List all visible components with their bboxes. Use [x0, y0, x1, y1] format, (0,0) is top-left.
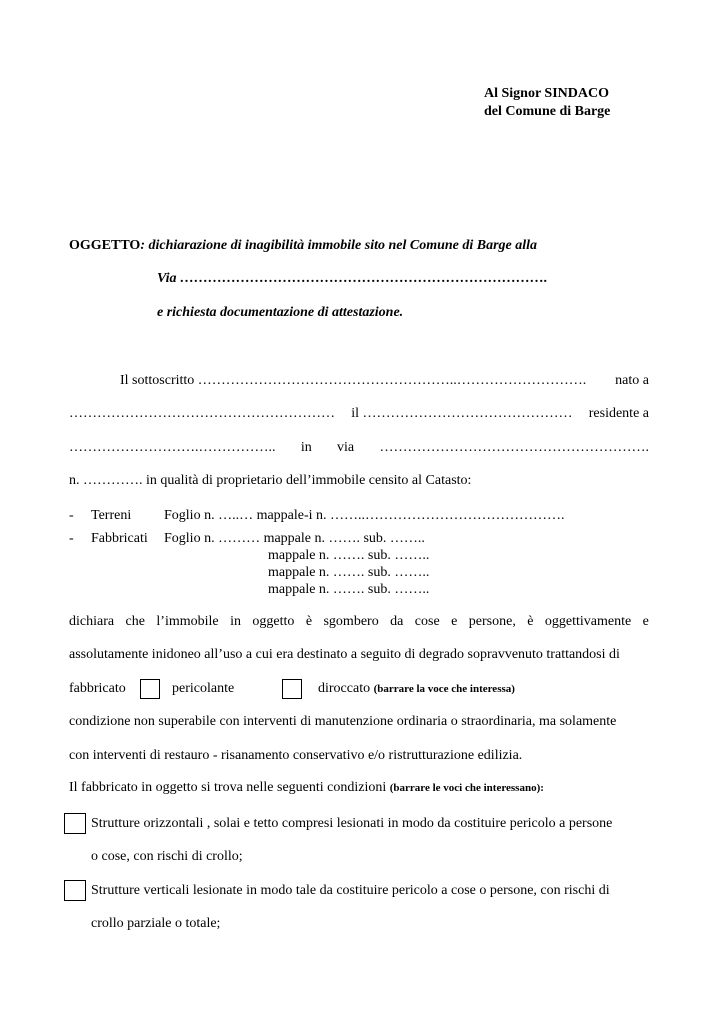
fabbricati-field-4: mappale n. ……. sub. …….. — [268, 582, 430, 597]
vertical-structures-line-2: crollo parziale o totale; — [91, 916, 221, 931]
declaration-word: e — [642, 614, 649, 629]
recipient-line-2: del Comune di Barge — [484, 104, 611, 119]
declaration-word: oggetto — [252, 614, 295, 629]
declaration-word: cose — [414, 614, 440, 629]
declaration-word: è — [305, 614, 313, 629]
fabbricati-field-3: mappale n. ……. sub. …….. — [268, 565, 430, 580]
residence-city-field: ……………………….…………….. — [69, 440, 276, 455]
declarant-name-field: Il sottoscritto ………………………………………………..………………………. — [120, 373, 587, 388]
condition-line-2: con interventi di restauro - risanamento conservativo e/o ristrutturazione edilizia. — [69, 748, 523, 763]
declaration-word: persone, — [468, 614, 516, 629]
vertical-structures-checkbox[interactable] — [64, 880, 86, 901]
declaration-word: sgombero — [323, 614, 379, 629]
pericolante-checkbox[interactable] — [140, 679, 160, 699]
diroccato-label — [318, 681, 515, 697]
subject-line-3: e richiesta documentazione di attestazione. — [157, 305, 404, 320]
address-line — [69, 440, 649, 456]
birthplace-field: ………………………………………………… — [69, 406, 335, 421]
terreni-label: Terreni — [91, 508, 132, 523]
subject-line-1 — [69, 238, 537, 254]
subject-text-1: dichiarazione di inagibilità immobile sito nel Comune di Barge alla — [145, 238, 538, 253]
terreni-dash: - — [69, 508, 74, 523]
declaration-word: in — [230, 614, 241, 629]
state-intro — [69, 780, 544, 796]
vertical-structures-line-1: Strutture verticali lesionate in modo tale da costituire pericolo a cose o persone, con rischi di — [91, 883, 610, 898]
declaration-word: è — [527, 614, 534, 629]
condition-line-1: condizione non superabile con interventi di manutenzione ordinaria o straordinaria, ma solamente — [69, 714, 617, 729]
street-field: …………………………………………………. — [379, 440, 649, 455]
subject-label: OGGETTO — [69, 238, 141, 253]
terreni-field: Foglio n. …..… mappale-i n. ……..……………………………………. — [164, 508, 565, 523]
fabbricati-label: Fabbricati — [91, 531, 148, 546]
owner-line: n. …………. in qualità di proprietario dell’immobile censito al Catasto: — [69, 473, 472, 488]
declaration-line-1 — [69, 614, 649, 630]
horizontal-structures-line-1: Strutture orizzontali , solai e tetto compresi lesionati in modo da costituire pericolo a persone — [91, 816, 613, 831]
via-label: via — [337, 440, 355, 455]
fabbricati-field-1: Foglio n. ……… mappale n. ……. sub. …….. — [164, 531, 425, 546]
recipient-line-1: Al Signor SINDACO — [484, 86, 609, 101]
declaration-word: che — [125, 614, 145, 629]
in-label: in — [300, 440, 312, 455]
diroccato-note: (barrare la voce che interessa) — [373, 683, 515, 695]
subject-colon: : — [140, 238, 145, 253]
pericolante-label: pericolante — [172, 681, 235, 696]
diroccato-checkbox[interactable] — [282, 679, 302, 699]
fabbricato-label: fabbricato — [69, 681, 126, 696]
fabbricati-dash: - — [69, 531, 74, 546]
horizontal-structures-checkbox[interactable] — [64, 813, 86, 834]
diroccato-text: diroccato — [318, 681, 371, 696]
declaration-word: dichiara — [69, 614, 115, 629]
subject-line-2: Via ……………………………………………………………………. — [157, 271, 548, 286]
resident-label: residente a — [588, 406, 649, 421]
declaration-line-2: assolutamente inidoneo all’uso a cui era destinato a seguito di degrado sopravvenuto trattandosi di — [69, 647, 620, 662]
declaration-word: l’immobile — [156, 614, 219, 629]
horizontal-structures-line-2: o cose, con rischi di crollo; — [91, 849, 243, 864]
fabbricati-field-2: mappale n. ……. sub. …….. — [268, 548, 430, 563]
declaration-word: da — [390, 614, 404, 629]
born-in-label: nato a — [615, 373, 649, 388]
declarant-name-line — [120, 373, 649, 389]
birthdate-field: il ……………………………………… — [351, 406, 573, 421]
declaration-word: e — [451, 614, 458, 629]
declaration-word: oggettivamente — [544, 614, 632, 629]
birth-line — [69, 406, 649, 422]
state-intro-note: (barrare le voci che interessano): — [389, 782, 544, 794]
state-intro-text: Il fabbricato in oggetto si trova nelle seguenti condizioni — [69, 780, 387, 795]
